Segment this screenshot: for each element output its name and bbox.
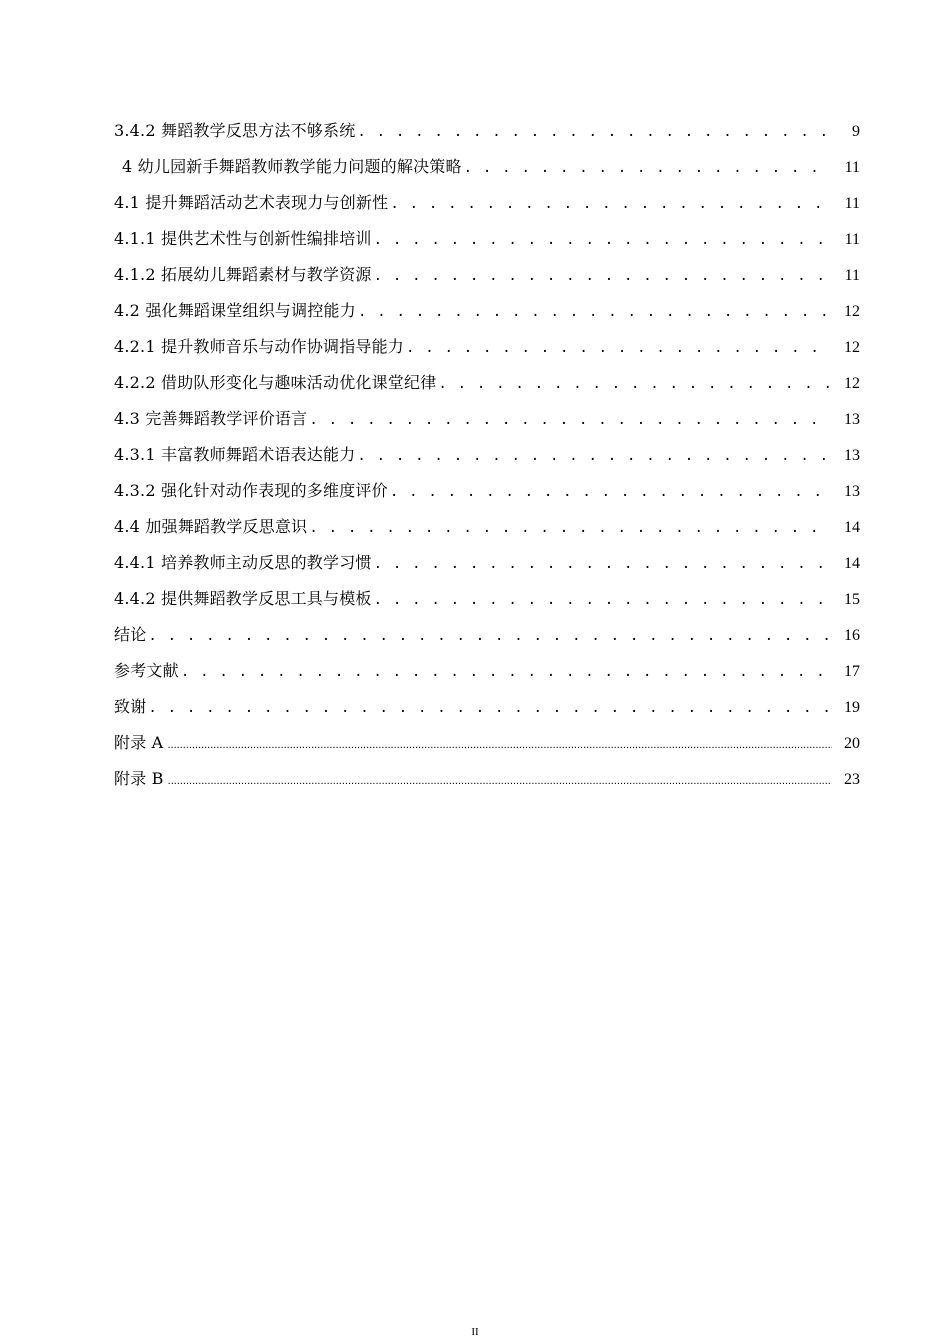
toc-entry-label: 4.4.1 培养教师主动反思的教学习惯 xyxy=(114,553,372,572)
toc-entry-4-2-2[interactable] xyxy=(114,369,860,405)
toc-entry-label: 4.2.2 借助队形变化与趣味活动优化课堂纪律 xyxy=(114,373,437,392)
toc-entry-label: 4.1.1 提供艺术性与创新性编排培训 xyxy=(114,229,372,248)
dot-leader xyxy=(309,406,830,434)
toc-entry-4-4[interactable] xyxy=(114,513,860,549)
dot-leader xyxy=(390,190,830,218)
toc-entry-label: 参考文献 xyxy=(114,661,179,680)
toc-entry-4-3-1[interactable] xyxy=(114,441,860,477)
toc-entry-page: 15 xyxy=(844,591,860,608)
toc-entry-label: 4.2 强化舞蹈课堂组织与调控能力 xyxy=(114,301,356,320)
dot-leader xyxy=(374,586,830,614)
dot-leader xyxy=(464,154,830,182)
toc-entry-4-1-2[interactable] xyxy=(114,261,860,297)
toc-entry-acknowledgements[interactable] xyxy=(114,693,860,729)
dot-leader xyxy=(357,442,830,470)
toc-entry-label: 4.3 完善舞蹈教学评价语言 xyxy=(114,409,308,428)
toc-entry-references[interactable] xyxy=(114,657,860,693)
dot-leader xyxy=(148,694,830,722)
toc-entry-appendix-b[interactable] xyxy=(114,765,860,801)
toc-entry-conclusion[interactable] xyxy=(114,621,860,657)
toc-entry-page: 12 xyxy=(844,303,860,320)
toc-entry-4-1[interactable] xyxy=(114,189,860,225)
toc-entry-page: 14 xyxy=(844,555,860,572)
table-of-contents xyxy=(114,117,860,801)
toc-entry-4-3[interactable] xyxy=(114,405,860,441)
toc-entry-label: 4 幼儿园新手舞蹈教师教学能力问题的解决策略 xyxy=(122,157,462,176)
dot-leader xyxy=(406,334,830,362)
toc-entry-page: 11 xyxy=(844,195,860,212)
dot-leader xyxy=(374,262,830,290)
toc-entry-label: 3.4.2 舞蹈教学反思方法不够系统 xyxy=(114,121,356,140)
toc-entry-page: 9 xyxy=(852,123,860,140)
toc-entry-label: 附录 B xyxy=(114,769,164,788)
toc-entry-4-3-2[interactable] xyxy=(114,477,860,513)
dot-leader xyxy=(181,658,830,686)
toc-entry-4-2[interactable] xyxy=(114,297,860,333)
toc-entry-label: 4.4.2 提供舞蹈教学反思工具与模板 xyxy=(114,589,372,608)
dot-leader xyxy=(438,370,830,398)
toc-entry-label: 4.1 提升舞蹈活动艺术表现力与创新性 xyxy=(114,193,389,212)
toc-entry-page: 23 xyxy=(844,771,860,788)
dot-leader xyxy=(168,767,832,795)
toc-entry-label: 4.3.1 丰富教师舞蹈术语表达能力 xyxy=(114,445,356,464)
toc-entry-label: 结论 xyxy=(114,625,147,644)
dot-leader xyxy=(374,226,830,254)
toc-entry-page: 17 xyxy=(844,663,860,680)
toc-entry-3-4-2[interactable] xyxy=(114,117,860,153)
toc-entry-page: 13 xyxy=(844,483,860,500)
toc-entry-label: 4.2.1 提升教师音乐与动作协调指导能力 xyxy=(114,337,404,356)
toc-entry-label: 附录 A xyxy=(114,733,164,752)
toc-entry-4-4-2[interactable] xyxy=(114,585,860,621)
dot-leader xyxy=(357,118,830,146)
toc-entry-page: 12 xyxy=(844,339,860,356)
toc-entry-label: 4.4 加强舞蹈教学反思意识 xyxy=(114,517,308,536)
toc-entry-page: 11 xyxy=(844,159,860,176)
toc-entry-4-2-1[interactable] xyxy=(114,333,860,369)
page-footer-number: II xyxy=(471,1326,479,1338)
toc-entry-page: 11 xyxy=(844,231,860,248)
toc-entry-page: 16 xyxy=(844,627,860,644)
toc-entry-page: 14 xyxy=(844,519,860,536)
toc-entry-page: 19 xyxy=(844,699,860,716)
dot-leader xyxy=(309,514,830,542)
toc-entry-page: 11 xyxy=(844,267,860,284)
toc-entry-page: 13 xyxy=(844,411,860,428)
toc-entry-4-4-1[interactable] xyxy=(114,549,860,585)
dot-leader xyxy=(374,550,830,578)
dot-leader xyxy=(390,478,830,506)
toc-entry-label: 4.3.2 强化针对动作表现的多维度评价 xyxy=(114,481,388,500)
dot-leader xyxy=(167,731,832,759)
dot-leader xyxy=(358,298,830,326)
toc-entry-4[interactable] xyxy=(114,153,860,189)
toc-entry-label: 致谢 xyxy=(114,697,147,716)
dot-leader xyxy=(148,622,830,650)
toc-entry-appendix-a[interactable] xyxy=(114,729,860,765)
toc-entry-page: 13 xyxy=(844,447,860,464)
toc-entry-4-1-1[interactable] xyxy=(114,225,860,261)
toc-entry-page: 12 xyxy=(844,375,860,392)
toc-entry-label: 4.1.2 拓展幼儿舞蹈素材与教学资源 xyxy=(114,265,372,284)
toc-entry-page: 20 xyxy=(844,735,860,752)
